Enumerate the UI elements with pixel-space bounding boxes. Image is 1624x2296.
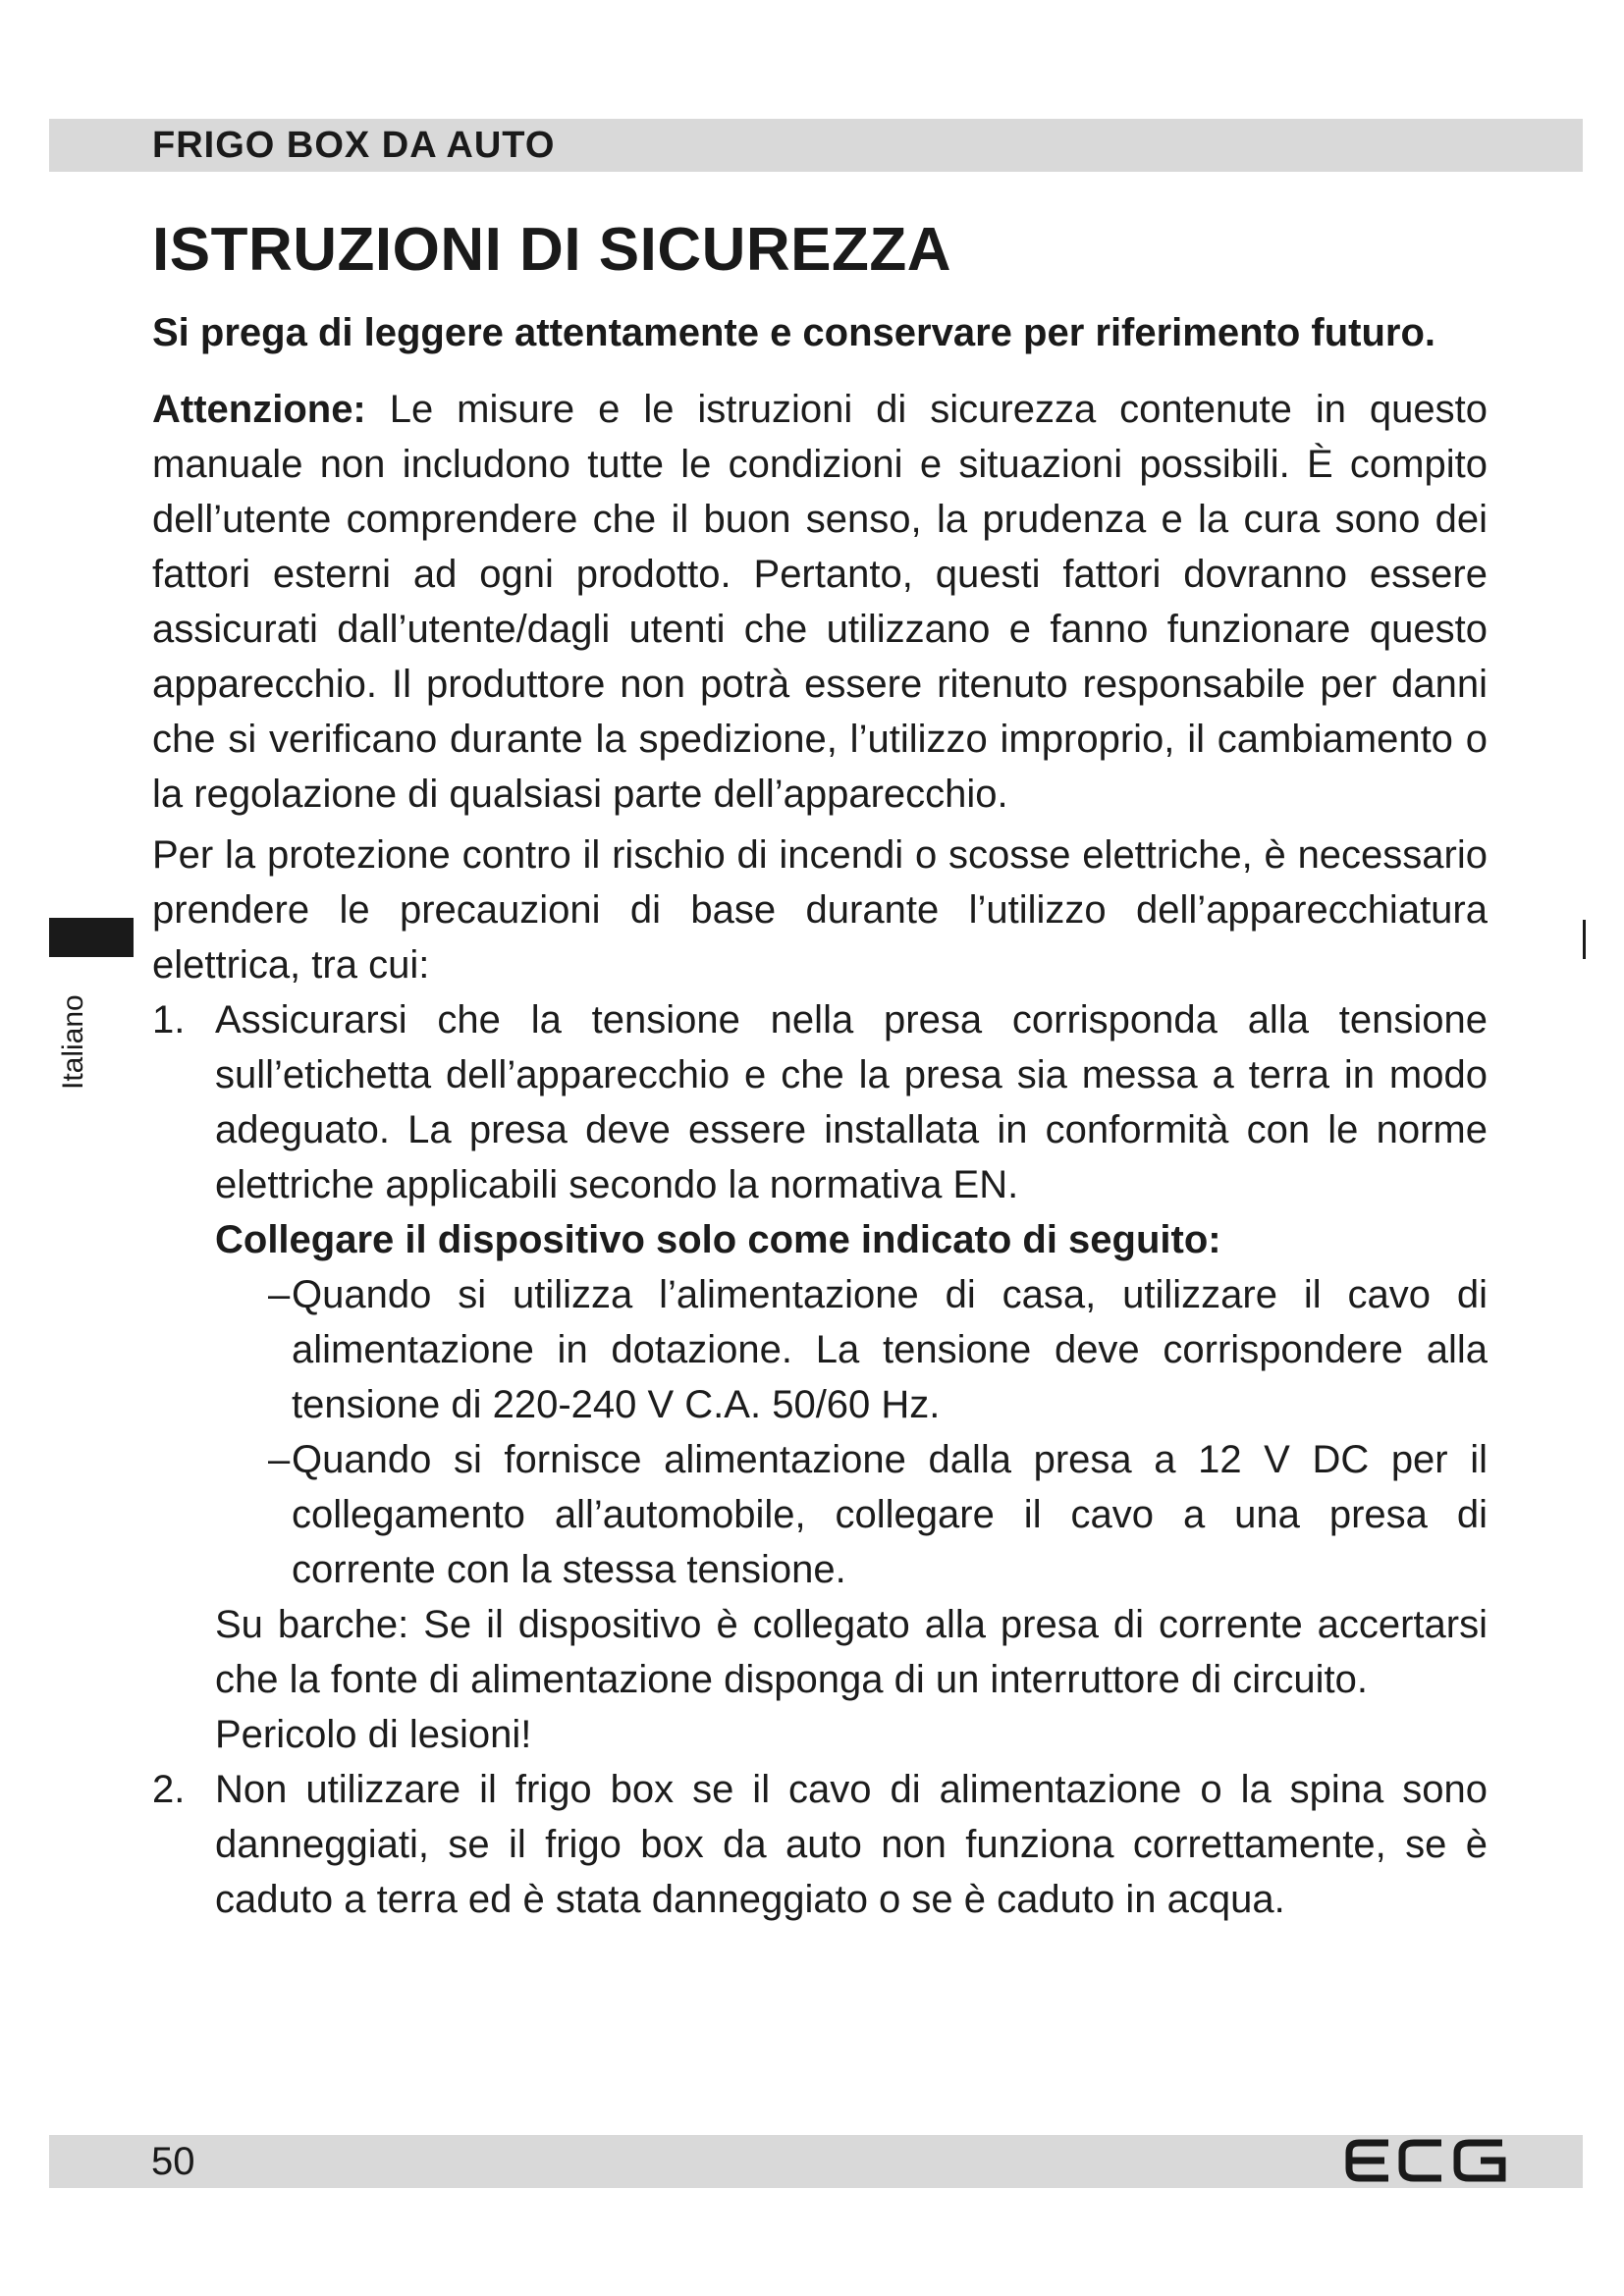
bullet-item [270, 1267, 1488, 1432]
warning-text: Le misure e le istruzioni di sicurezza contenute in questo manuale non includono tutte le condizioni e situazioni possibili. È compito dell’utente comprendere che il buon senso, la prudenza e la cura sono dei fattori esterni ad ogni prodotto. Pertanto, questi fattori dovranno essere assicurati dall’utente/dagli utenti che utilizzano e fanno funzionare questo apparecchio. Il produttore non potrà essere ritenuto responsabile per danni che si verificano durante la spedizione, l’utilizzo improprio, il cambiamento o la regolazione di qualsiasi parte dell’apparecchio. [152, 388, 1488, 816]
header-band [49, 119, 1583, 172]
page-number: 50 [151, 2140, 195, 2183]
page-content [152, 211, 1488, 1927]
ecg-logo-icon [1345, 2137, 1512, 2184]
connect-heading: Collegare il dispositivo solo come indicato di seguito: [215, 1218, 1221, 1261]
instruction-list [152, 992, 1488, 1927]
header-title: FRIGO BOX DA AUTO [152, 125, 556, 166]
section-subtitle: Si prega di leggere attentamente e conservare per riferimento futuro. [152, 311, 1436, 354]
dash-marker: – [268, 1438, 291, 1481]
bullet-text: Quando si fornisce alimentazione dalla presa a 12 V DC per il collegamento all’automobile, collegare il cavo a una presa di corrente con la stessa tensione. [292, 1438, 1488, 1591]
language-tab-marker [49, 918, 134, 957]
bullet-text: Quando si utilizza l’alimentazione di casa, utilizzare il cavo di alimentazione in dotazione. La tensione deve corrispondere alla tensione di 220-240 V C.A. 50/60 Hz. [292, 1273, 1488, 1426]
dash-marker: – [268, 1273, 291, 1316]
item-number: 1. [152, 998, 186, 1041]
warning-label: Attenzione: [152, 388, 366, 431]
boats-note: Su barche: Se il dispositivo è collegato alla presa di corrente accertarsi che la fonte di alimentazione disponga di un interruttore di circuito. [215, 1603, 1488, 1701]
list-item [152, 992, 1488, 1762]
margin-mark [1583, 920, 1586, 959]
footer-band [49, 2135, 1583, 2188]
danger-note: Pericolo di lesioni! [215, 1713, 532, 1756]
list-item [152, 1762, 1488, 1927]
bullet-list [215, 1267, 1488, 1597]
warning-paragraph [152, 382, 1488, 822]
section-title: ISTRUZIONI DI SICUREZZA [152, 216, 952, 284]
item-text: Non utilizzare il frigo box se il cavo di alimentazione o la spina sono danneggiati, se il frigo box da auto non funziona correttamente, se è caduto a terra ed è stata danneggiato o se è caduto in acqua. [215, 1768, 1488, 1921]
item-number: 2. [152, 1768, 186, 1811]
protection-paragraph: Per la protezione contro il rischio di incendi o scosse elettriche, è necessario prendere le precauzioni di base durante l’utilizzo dell’apparecchiatura elettrica, tra cui: [152, 833, 1488, 987]
item-text: Assicurarsi che la tensione nella presa corrisponda alla tensione sull’etichetta dell’apparecchio e che la presa sia messa a terra in modo adeguato. La presa deve essere installata in conformità con le norme elettriche applicabili secondo la normativa EN. [215, 998, 1488, 1206]
bullet-item [270, 1432, 1488, 1597]
language-label: Italiano [57, 994, 89, 1090]
